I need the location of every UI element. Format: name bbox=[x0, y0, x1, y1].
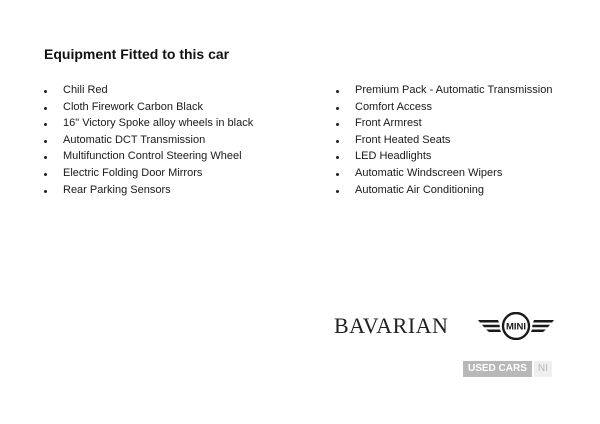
list-item: Multifunction Control Steering Wheel bbox=[44, 148, 253, 165]
list-item: LED Headlights bbox=[336, 148, 552, 165]
list-item: 16" Victory Spoke alloy wheels in black bbox=[44, 115, 253, 132]
list-item: Automatic Windscreen Wipers bbox=[336, 165, 552, 182]
bullet-icon bbox=[44, 90, 47, 93]
page-title: Equipment Fitted to this car bbox=[44, 46, 230, 62]
bullet-icon bbox=[336, 90, 339, 93]
bullet-icon bbox=[44, 156, 47, 159]
bullet-icon bbox=[44, 173, 47, 176]
bullet-icon bbox=[44, 140, 47, 143]
used-cars-label: USED CARS bbox=[463, 361, 532, 377]
used-cars-badge bbox=[463, 361, 552, 377]
region-label: NI bbox=[534, 361, 552, 377]
bullet-icon bbox=[44, 107, 47, 110]
list-item: Premium Pack - Automatic Transmission bbox=[336, 82, 552, 99]
dealer-name: BAVARIAN bbox=[334, 313, 449, 338]
mini-logo-text: MINI bbox=[505, 321, 527, 333]
bullet-icon bbox=[44, 190, 47, 193]
bullet-icon bbox=[336, 173, 339, 176]
bullet-icon bbox=[336, 140, 339, 143]
list-item: Automatic Air Conditioning bbox=[336, 182, 552, 199]
bullet-icon bbox=[336, 156, 339, 159]
list-item: Automatic DCT Transmission bbox=[44, 132, 253, 149]
list-item: Cloth Firework Carbon Black bbox=[44, 99, 253, 116]
list-item: Comfort Access bbox=[336, 99, 552, 116]
bullet-icon bbox=[336, 190, 339, 193]
mini-logo-icon bbox=[478, 312, 554, 340]
list-item: Chili Red bbox=[44, 82, 253, 99]
equipment-list-left bbox=[44, 82, 253, 198]
equipment-list-right bbox=[336, 82, 552, 198]
bullet-icon bbox=[336, 123, 339, 126]
list-item: Front Armrest bbox=[336, 115, 552, 132]
bullet-icon bbox=[336, 107, 339, 110]
list-item: Rear Parking Sensors bbox=[44, 182, 253, 199]
list-item: Electric Folding Door Mirrors bbox=[44, 165, 253, 182]
bullet-icon bbox=[44, 123, 47, 126]
list-item: Front Heated Seats bbox=[336, 132, 552, 149]
